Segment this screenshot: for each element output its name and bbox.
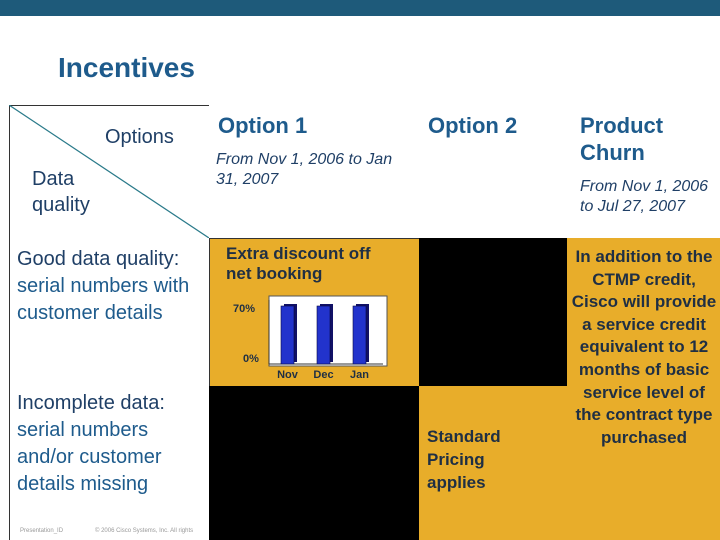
chart-xtick-label: Dec (313, 369, 334, 381)
discount-bar-chart (231, 292, 391, 384)
standard-pricing-text: Standard Pricing applies (427, 427, 501, 492)
corner-options-label: Options (105, 126, 174, 148)
row-incomplete-rest: serial numbers and/or customer details missing (17, 419, 162, 495)
page-title: Incentives (58, 52, 195, 83)
product-churn-header: Product Churn (580, 113, 664, 165)
chart-xtick-label: Jan (350, 369, 369, 381)
option2-header: Option 2 (428, 113, 518, 138)
chart-xtick-label: Nov (277, 369, 298, 381)
chart-ytick-label: 0% (243, 353, 259, 365)
top-banner (0, 0, 720, 16)
corner-data-quality-label: Data quality (32, 168, 90, 216)
chart-bar (281, 306, 294, 364)
footer-copyright: © 2006 Cisco Systems, Inc. All rights (95, 528, 194, 534)
product-churn-dates: From Nov 1, 2006 to Jul 27, 2007 (580, 178, 709, 215)
row-good-rest: serial numbers with customer details (17, 275, 190, 324)
row-good-prefix: Good data quality: (17, 248, 180, 270)
extra-discount-text: Extra discount off net booking (226, 244, 371, 283)
product-churn-credit-text: In addition to the CTMP credit, Cisco will provide a service credit equivalent to 12 months of basic service level of the contract type purchased (571, 247, 717, 447)
option1-incomplete-cell (209, 386, 419, 540)
option1-dates: From Nov 1, 2006 to Jan 31, 2007 (216, 151, 393, 188)
option2-good-cell (419, 238, 567, 386)
row-incomplete-data-label (17, 390, 202, 498)
chart-bar (353, 306, 366, 364)
chart-ytick-label: 70% (233, 303, 256, 315)
option1-header: Option 1 (218, 113, 308, 138)
row-good-data-label (17, 246, 202, 327)
footer-presentation-id: Presentation_ID (20, 528, 64, 534)
row-incomplete-prefix: Incomplete data: (17, 392, 165, 414)
chart-bar (317, 306, 330, 364)
